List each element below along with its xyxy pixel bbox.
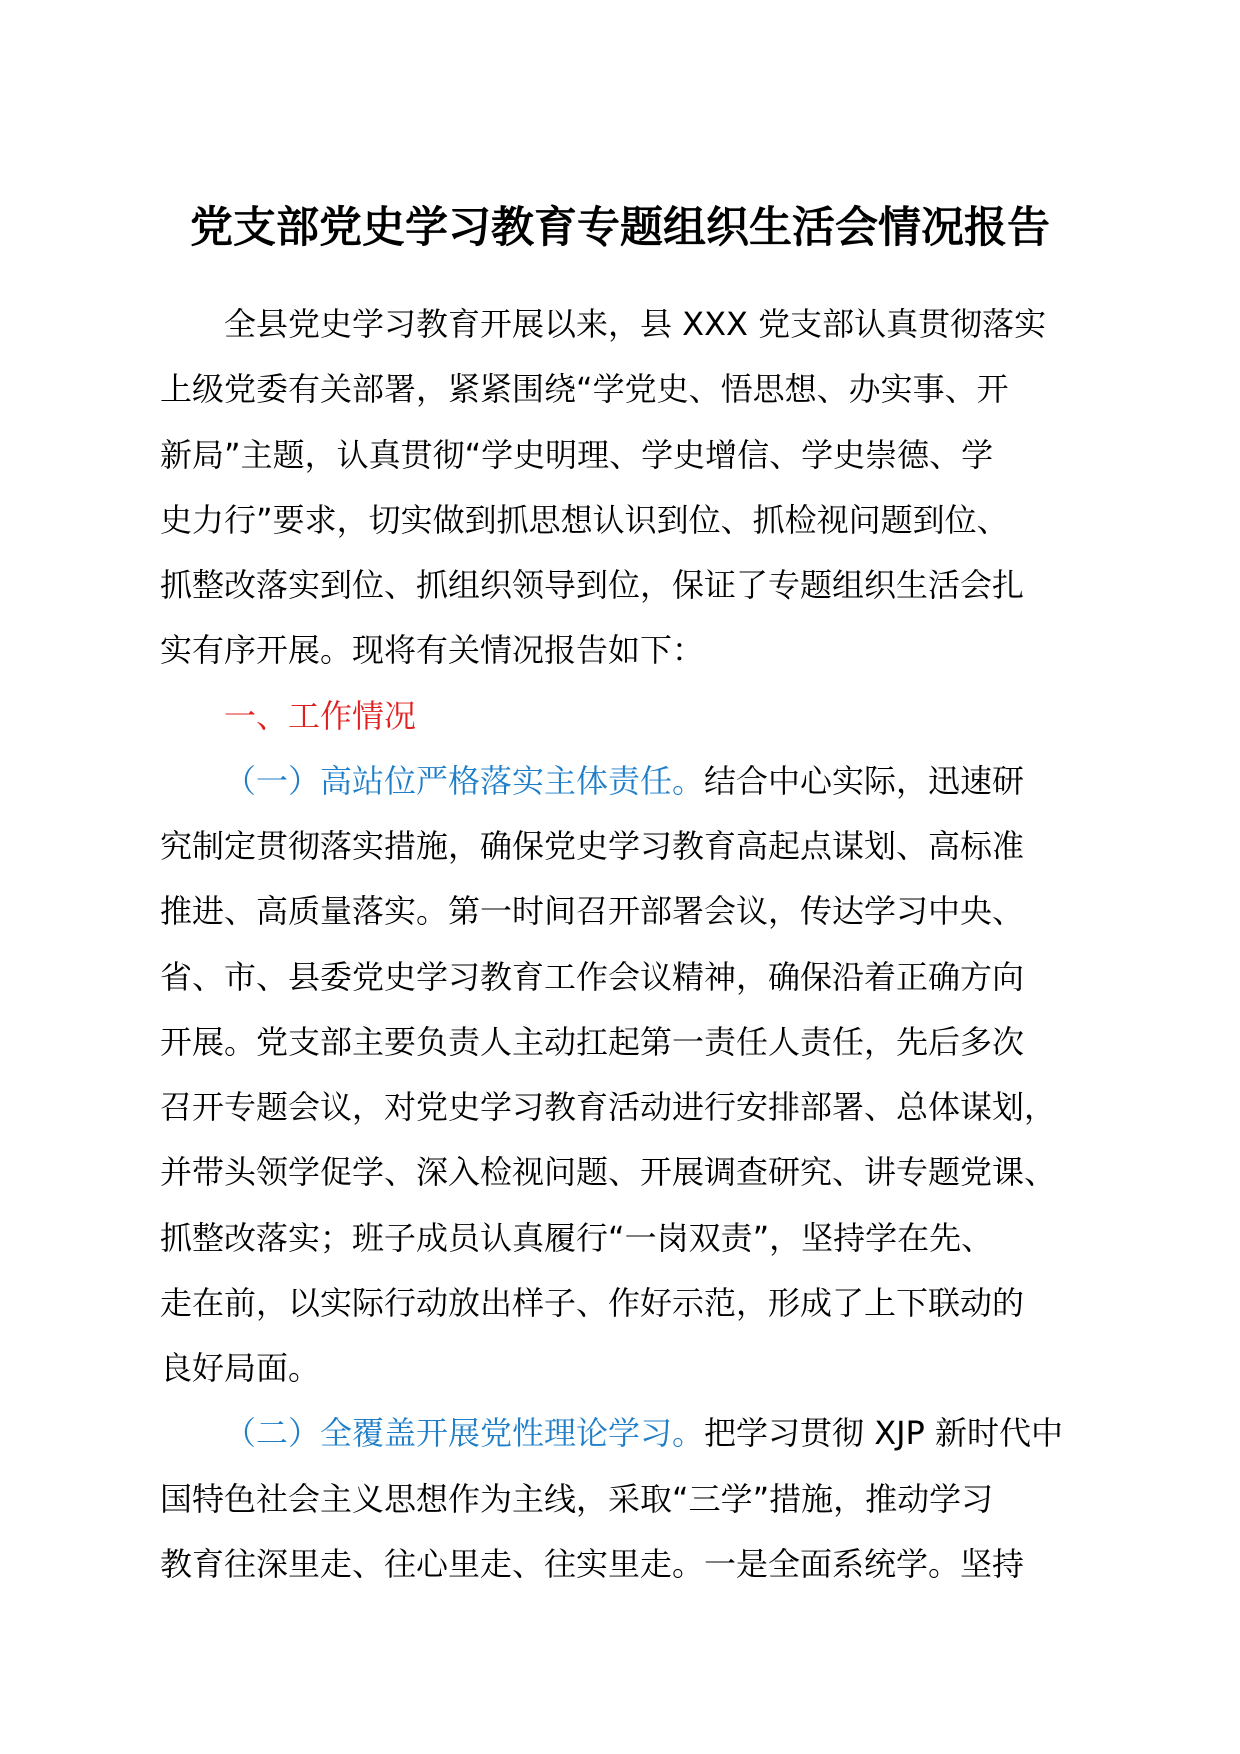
document-body [160, 292, 1120, 1597]
section-heading-work-status: 一、工作情况 [224, 696, 417, 735]
subsection-1-line-7: 并带头领学促学、深入检视问题、开展调查研究、讲专题党课、 [160, 1153, 1057, 1192]
subsection-2-first-line-text: 把学习贯彻 XJP 新时代中 [704, 1414, 1064, 1453]
intro-line-2: 上级党委有关部署，紧紧围绕“学党史、悟思想、办实事、开 [160, 370, 1009, 409]
subsection-1-line-10: 良好局面。 [160, 1349, 321, 1387]
intro-line-4: 史力行”要求，切实做到抓思想认识到位、抓检视问题到位、 [160, 500, 1009, 539]
intro-line-5: 抓整改落实到位、抓组织领导到位，保证了专题组织生活会扎 [160, 566, 1025, 604]
intro-line-3: 新局”主题，认真贯彻“学史明理、学史增信、学史崇德、学 [160, 435, 994, 474]
subsection-1-line-2: 究制定贯彻落实措施，确保党史学习教育高起点谋划、高标准 [160, 827, 1025, 865]
subsection-2-line-2: 国特色社会主义思想作为主线，采取“三学”措施，推动学习 [160, 1479, 994, 1518]
subsection-2-heading: （二）全覆盖开展党性理论学习。 [224, 1414, 705, 1453]
intro-line-1: 全县党史学习教育开展以来，县 XXX 党支部认真贯彻落实 [224, 305, 1047, 343]
subsection-2-line-3: 教育往深里走、往心里走、往实里走。一是全面系统学。坚持 [160, 1544, 1025, 1583]
document-title: 党支部党史学习教育专题组织生活会情况报告 [190, 203, 1050, 253]
subsection-1-line-6: 召开专题会议，对党史学习教育活动进行安排部署、总体谋划， [160, 1088, 1057, 1126]
subsection-1-line-9: 走在前，以实际行动放出样子、作好示范，形成了上下联动的 [160, 1283, 1025, 1322]
subsection-1-line-8: 抓整改落实；班子成员认真履行“一岗双责”，坚持学在先、 [160, 1218, 994, 1257]
subsection-2-first-line [160, 1401, 1120, 1466]
subsection-1-line-5: 开展。党支部主要负责人主动扛起第一责任人责任，先后多次 [160, 1022, 1025, 1061]
subsection-1-heading: （一）高站位严格落实主体责任。 [224, 761, 705, 800]
subsection-1-first-line-text: 结合中心实际，迅速研 [704, 761, 1025, 800]
subsection-1-first-line [160, 749, 1120, 814]
subsection-1-line-3: 推进、高质量落实。第一时间召开部署会议，传达学习中央、 [160, 892, 1025, 931]
intro-line-6: 实有序开展。现将有关情况报告如下： [160, 631, 705, 670]
subsection-1-line-4: 省、市、县委党史学习教育工作会议精神，确保沿着正确方向 [160, 957, 1025, 996]
